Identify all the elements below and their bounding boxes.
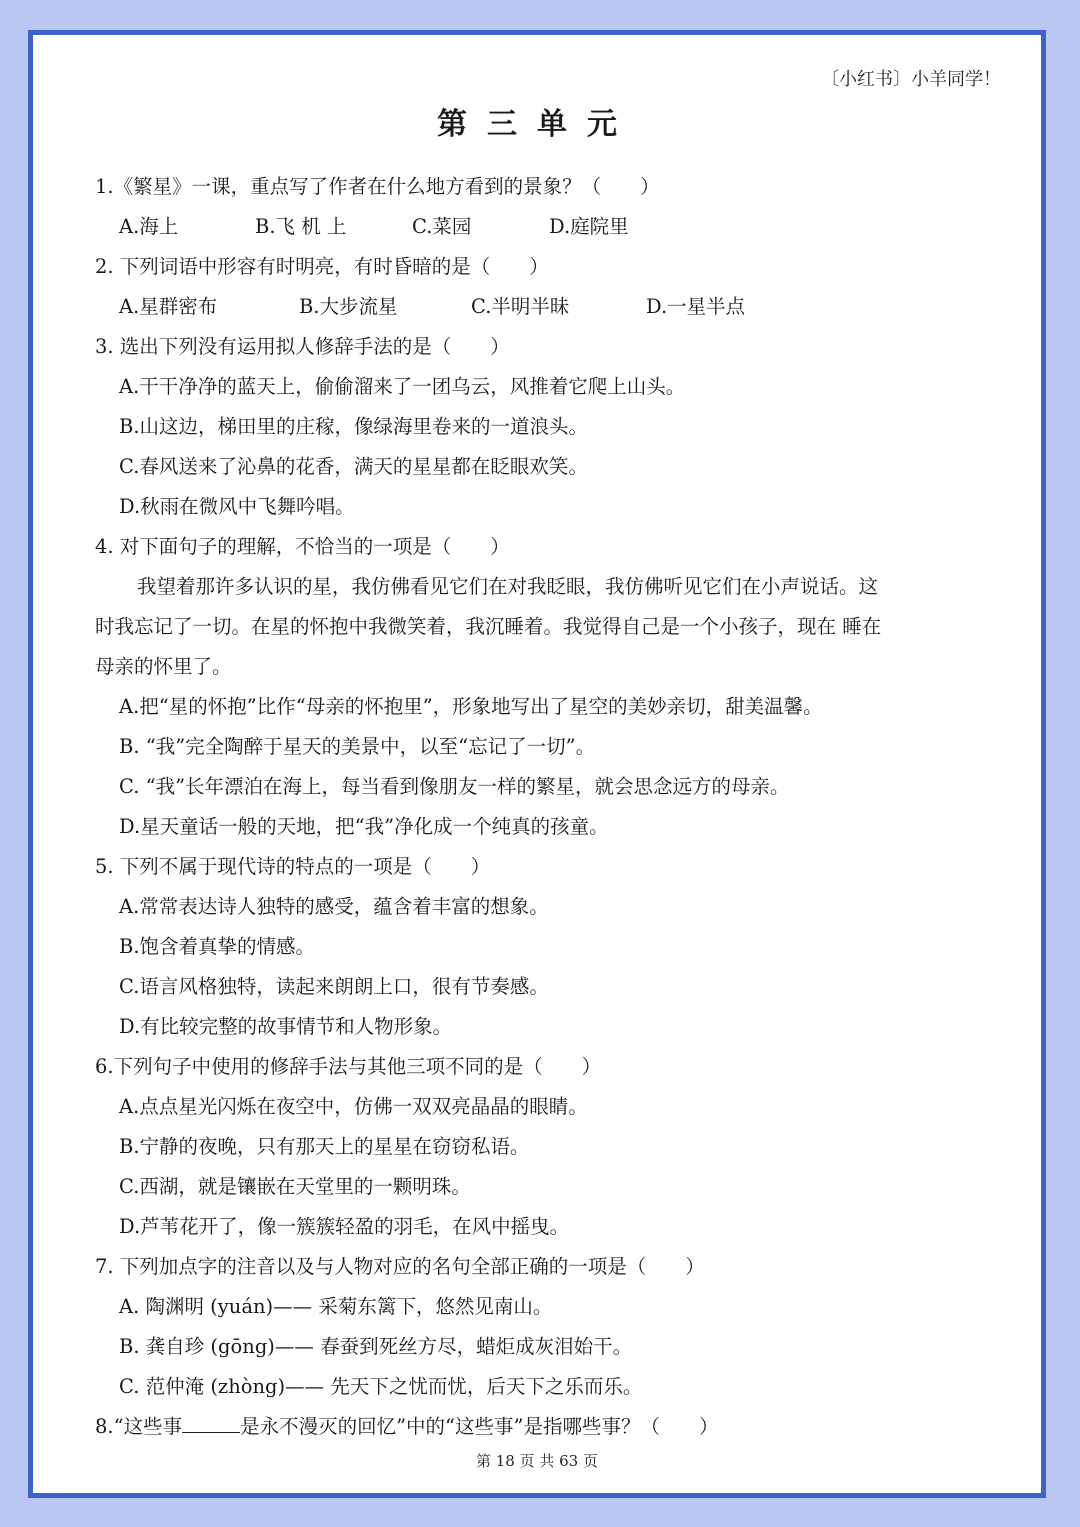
question-stem: 5. 下列不属于现代诗的特点的一项是（ ） <box>95 855 491 878</box>
option: A.干干净净的蓝天上，偷偷溜来了一团乌云，风推着它爬上山头。 <box>119 375 686 398</box>
question-stem: 7. 下列加点字的注音以及与人物对应的名句全部正确的一项是（ ） <box>95 1255 705 1278</box>
option: C. 范仲淹 (zhòng)—— 先天下之忧而忧，后天下之乐而乐。 <box>119 1375 643 1398</box>
option: D.有比较完整的故事情节和人物形象。 <box>119 1015 453 1038</box>
passage-line: 母亲的怀里了。 <box>95 655 232 678</box>
stem-part: 8.“这些事 <box>95 1415 183 1438</box>
option: B.山这边，梯田里的庄稼，像绿海里卷来的一道浪头。 <box>119 415 589 438</box>
option: A.星群密布 <box>119 295 218 318</box>
option: B.大步流星 <box>299 295 398 318</box>
fill-blank <box>182 1412 240 1433</box>
option: B.飞 机 上 <box>255 215 347 238</box>
option-row <box>95 207 981 247</box>
stem-part: 是永不漫灭的回忆”中的“这些事”是指哪些事？（ ） <box>240 1415 719 1438</box>
question-stem <box>95 1407 981 1447</box>
question-stem: 6.下列句子中使用的修辞手法与其他三项不同的是（ ） <box>95 1055 602 1078</box>
option: C.春风送来了沁鼻的花香，满天的星星都在眨眼欢笑。 <box>119 455 588 478</box>
option: B.饱含着真挚的情感。 <box>119 935 316 958</box>
option: A.常常表达诗人独特的感受，蕴含着丰富的想象。 <box>119 895 549 918</box>
option: C. “我”长年漂泊在海上，每当看到像朋友一样的繁星，就会思念远方的母亲。 <box>119 775 790 798</box>
option: C.西湖，就是镶嵌在天堂里的一颗明珠。 <box>119 1175 471 1198</box>
option: A.海上 <box>119 215 179 238</box>
option: B.宁静的夜晚，只有那天上的星星在窃窃私语。 <box>119 1135 530 1158</box>
question-stem: 3. 选出下列没有运用拟人修辞手法的是（ ） <box>95 335 510 358</box>
option: C.菜园 <box>412 215 472 238</box>
option-row <box>95 287 981 327</box>
option: D.芦苇花开了，像一簇簇轻盈的羽毛，在风中摇曳。 <box>119 1215 570 1238</box>
watermark: 〔小红书〕小羊同学！ <box>821 69 1001 90</box>
passage-line: 我望着那许多认识的星，我仿佛看见它们在对我眨眼，我仿佛听见它们在小声说话。这 <box>137 575 879 598</box>
option: B. 龚自珍 (gōng)—— 春蚕到死丝方尽，蜡炬成灰泪始干。 <box>119 1335 633 1358</box>
option: B. “我”完全陶醉于星天的美景中，以至“忘记了一切”。 <box>119 735 596 758</box>
option: D.星天童话一般的天地，把“我”净化成一个纯真的孩童。 <box>119 815 609 838</box>
option: C.半明半昧 <box>471 295 570 318</box>
option: D.庭院里 <box>549 215 629 238</box>
page-number: 第 18 页 共 63 页 <box>475 1452 598 1470</box>
page-title: 第三单元 <box>437 107 637 142</box>
option: D.秋雨在微风中飞舞吟唱。 <box>119 495 355 518</box>
question-stem: 1.《繁星》一课，重点写了作者在什么地方看到的景象？（ ） <box>95 175 660 198</box>
option: D.一星半点 <box>646 295 746 318</box>
passage-line: 时我忘记了一切。在星的怀抱中我微笑着，我沉睡着。我觉得自己是一个小孩子，现在 睡在 <box>95 615 882 638</box>
question-stem: 2. 下列词语中形容有时明亮，有时昏暗的是（ ） <box>95 255 549 278</box>
option: A. 陶渊明 (yuán)—— 采菊东篱下，悠然见南山。 <box>119 1295 553 1318</box>
question-list <box>95 167 981 1447</box>
option: A.点点星光闪烁在夜空中，仿佛一双双亮晶晶的眼睛。 <box>119 1095 588 1118</box>
option: A.把“星的怀抱”比作“母亲的怀抱里”，形象地写出了星空的美妙亲切，甜美温馨。 <box>119 695 823 718</box>
option: C.语言风格独特，读起来朗朗上口，很有节奏感。 <box>119 975 549 998</box>
page <box>28 30 1046 1498</box>
question-stem: 4. 对下面句子的理解，不恰当的一项是（ ） <box>95 535 510 558</box>
